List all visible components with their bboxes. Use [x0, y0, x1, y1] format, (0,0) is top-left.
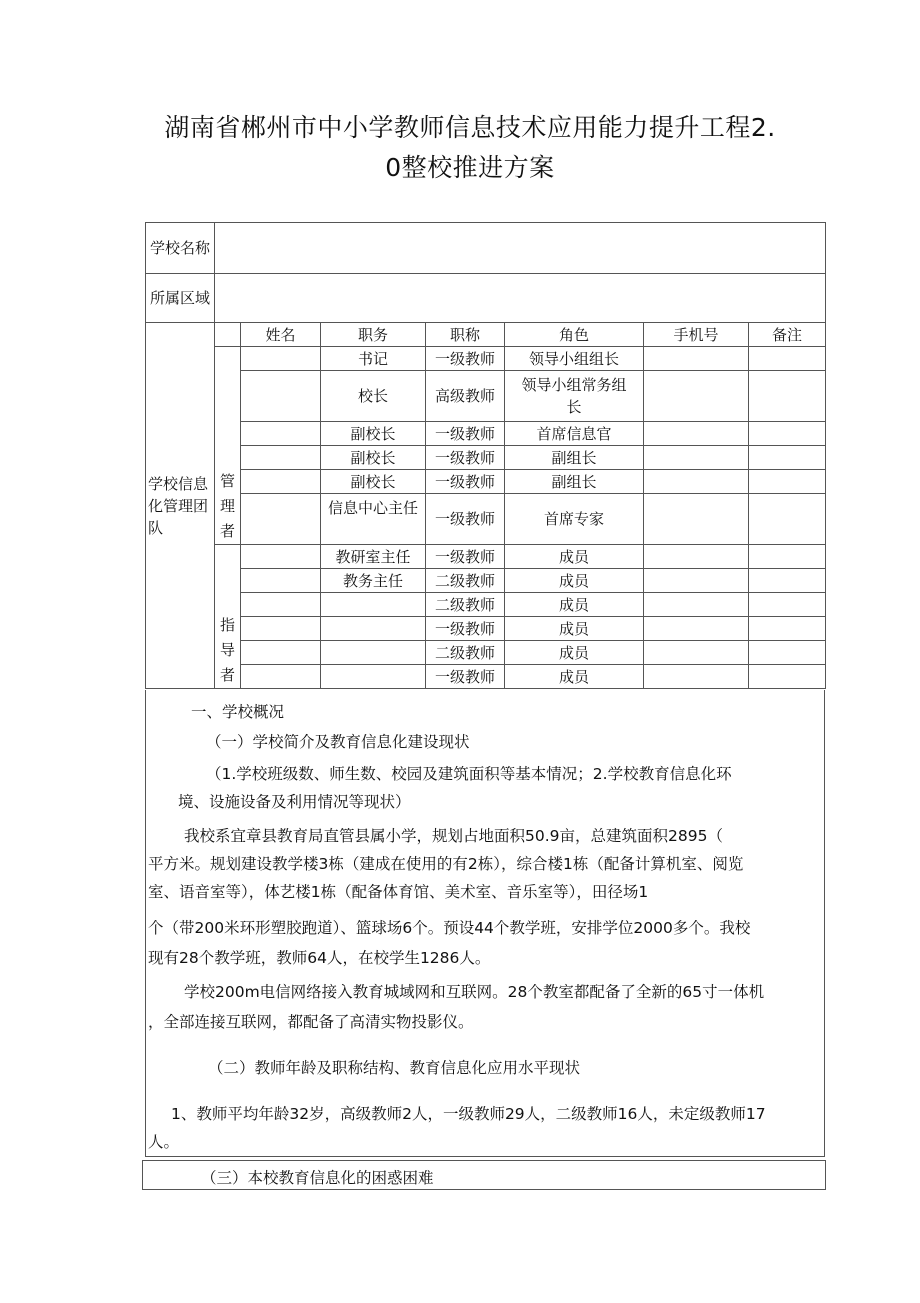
- cell-note[interactable]: [749, 545, 826, 569]
- cell-position: 副校长: [321, 446, 426, 470]
- heading-overview: 一、学校概况: [191, 703, 285, 721]
- cell-name[interactable]: [241, 347, 321, 371]
- cell-name[interactable]: [241, 446, 321, 470]
- cell-role: 领导小组常务组长: [505, 371, 644, 422]
- cell-name[interactable]: [241, 569, 321, 593]
- header-title: 职称: [426, 323, 505, 347]
- cell-role: 副组长: [505, 446, 644, 470]
- cell-title: 一级教师: [426, 617, 505, 641]
- cell-position: [321, 617, 426, 641]
- paragraph-1-line-5: 现有28个教学班，教师64人，在校学生1286人。: [148, 949, 491, 967]
- cell-role: 副组长: [505, 470, 644, 494]
- header-name: 姓名: [241, 323, 321, 347]
- table-row: [146, 446, 826, 470]
- cell-position: [321, 641, 426, 665]
- cell-role: 成员: [505, 641, 644, 665]
- cell-note[interactable]: [749, 371, 826, 422]
- cell-title: 高级教师: [426, 371, 505, 422]
- table-row: [146, 665, 826, 689]
- table-row: [146, 641, 826, 665]
- cell-role: 成员: [505, 617, 644, 641]
- table-row: [146, 569, 826, 593]
- cell-note[interactable]: [749, 665, 826, 689]
- cell-name[interactable]: [241, 422, 321, 446]
- cell-title: 一级教师: [426, 347, 505, 371]
- cell-phone[interactable]: [644, 665, 749, 689]
- cell-phone[interactable]: [644, 617, 749, 641]
- cell-name[interactable]: [241, 470, 321, 494]
- cell-note[interactable]: [749, 494, 826, 545]
- table-row: [146, 422, 826, 446]
- cell-name[interactable]: [241, 617, 321, 641]
- header-role: 角色: [505, 323, 644, 347]
- paragraph-2-line-1: 学校200m电信网络接入教育城域网和互联网。28个教室都配备了全新的65寸一体机: [184, 983, 765, 1001]
- cell-phone[interactable]: [644, 494, 749, 545]
- cell-role: 首席信息官: [505, 422, 644, 446]
- cell-position: 教研室主任: [321, 545, 426, 569]
- cell-note[interactable]: [749, 470, 826, 494]
- cell-position: 信息中心主任: [321, 494, 426, 545]
- table-row: [146, 593, 826, 617]
- cell-note[interactable]: [749, 446, 826, 470]
- cell-role: 领导小组组长: [505, 347, 644, 371]
- cell-name[interactable]: [241, 593, 321, 617]
- cell-phone[interactable]: [644, 347, 749, 371]
- cell-title: 二级教师: [426, 641, 505, 665]
- cell-phone[interactable]: [644, 422, 749, 446]
- school-overview-section: [145, 690, 825, 1157]
- header-note: 备注: [749, 323, 826, 347]
- cell-phone[interactable]: [644, 545, 749, 569]
- cell-title: 一级教师: [426, 446, 505, 470]
- group-guides-cell: [215, 545, 241, 689]
- cell-note[interactable]: [749, 641, 826, 665]
- cell-title: 二级教师: [426, 593, 505, 617]
- cell-position: 书记: [321, 347, 426, 371]
- title-line-1: 湖南省郴州市中小学教师信息技术应用能力提升工程2.: [164, 113, 776, 142]
- document-title: [110, 108, 830, 188]
- paragraph-3-line-2: 人。: [148, 1133, 180, 1151]
- paragraph-1-line-2: 平方米。规划建设教学楼3栋（建成在使用的有2栋），综合楼1栋（配备计算机室、阅览: [148, 855, 744, 873]
- cell-phone[interactable]: [644, 641, 749, 665]
- school-name-value[interactable]: [215, 223, 826, 274]
- paragraph-2-line-2: ，全部连接互联网，都配备了高清实物投影仪。: [148, 1013, 474, 1031]
- group-guides-label: 指导者: [219, 616, 235, 684]
- difficulties-section: [142, 1160, 826, 1190]
- table-row: [146, 545, 826, 569]
- cell-name[interactable]: [241, 494, 321, 545]
- cell-name[interactable]: [241, 371, 321, 422]
- cell-position: [321, 593, 426, 617]
- paragraph-1-line-1: 我校系宜章县教育局直管县属小学，规划占地面积50.9亩，总建筑面积2895（: [184, 827, 723, 845]
- district-label: 所属区域: [146, 274, 215, 323]
- cell-phone[interactable]: [644, 569, 749, 593]
- cell-position: [321, 665, 426, 689]
- cell-role: 成员: [505, 665, 644, 689]
- school-name-label: 学校名称: [146, 223, 215, 274]
- note-line-2: 境、设施设备及利用情况等现状）: [178, 793, 411, 811]
- cell-name[interactable]: [241, 545, 321, 569]
- title-line-2: 0整校推进方案: [385, 153, 555, 182]
- cell-note[interactable]: [749, 347, 826, 371]
- cell-role: 成员: [505, 569, 644, 593]
- table-row: [146, 347, 826, 371]
- cell-role: 首席专家: [505, 494, 644, 545]
- cell-phone[interactable]: [644, 593, 749, 617]
- team-table: [145, 222, 826, 689]
- cell-phone[interactable]: [644, 446, 749, 470]
- cell-title: 一级教师: [426, 665, 505, 689]
- cell-phone[interactable]: [644, 470, 749, 494]
- table-row: [146, 494, 826, 545]
- cell-note[interactable]: [749, 617, 826, 641]
- header-position: 职务: [321, 323, 426, 347]
- cell-position: 教务主任: [321, 569, 426, 593]
- group-managers-label: 管理者: [219, 472, 235, 540]
- header-blank: [215, 323, 241, 347]
- table-row: [146, 371, 826, 422]
- cell-position: 校长: [321, 371, 426, 422]
- heading-teachers: （二）教师年龄及职称结构、教育信息化应用水平现状: [208, 1059, 581, 1077]
- district-value[interactable]: [215, 274, 826, 323]
- cell-role: 成员: [505, 545, 644, 569]
- cell-name[interactable]: [241, 665, 321, 689]
- cell-title: 一级教师: [426, 494, 505, 545]
- note-line-1: （1.学校班级数、师生数、校园及建筑面积等基本情况；2.学校教育信息化环: [206, 765, 732, 783]
- header-phone: 手机号: [644, 323, 749, 347]
- group-managers-cell: [215, 347, 241, 545]
- cell-name[interactable]: [241, 641, 321, 665]
- cell-position: 副校长: [321, 470, 426, 494]
- cell-title: 二级教师: [426, 569, 505, 593]
- team-label-text: 学校信息化管理团队: [148, 474, 209, 537]
- paragraph-1-line-3: 室、语音室等），体艺楼1栋（配备体育馆、美术室、音乐室等），田径场1: [148, 883, 649, 901]
- cell-position: 副校长: [321, 422, 426, 446]
- paragraph-1-line-4: 个（带200米环形塑胶跑道）、篮球场6个。预设44个教学班，安排学位2000多个。我校: [148, 919, 751, 937]
- heading-difficulties: （三）本校教育信息化的困惑困难: [201, 1169, 434, 1187]
- table-row: [146, 470, 826, 494]
- cell-title: 一级教师: [426, 545, 505, 569]
- cell-title: 一级教师: [426, 422, 505, 446]
- table-row: [146, 617, 826, 641]
- cell-phone[interactable]: [644, 371, 749, 422]
- cell-note[interactable]: [749, 422, 826, 446]
- team-label: [146, 323, 215, 689]
- paragraph-3-line-1: 1、教师平均年龄32岁，高级教师2人，一级教师29人，二级教师16人，未定级教师17: [171, 1105, 766, 1123]
- heading-intro: （一）学校简介及教育信息化建设现状: [206, 733, 470, 751]
- cell-note[interactable]: [749, 593, 826, 617]
- cell-note[interactable]: [749, 569, 826, 593]
- cell-title: 一级教师: [426, 470, 505, 494]
- cell-role: 成员: [505, 593, 644, 617]
